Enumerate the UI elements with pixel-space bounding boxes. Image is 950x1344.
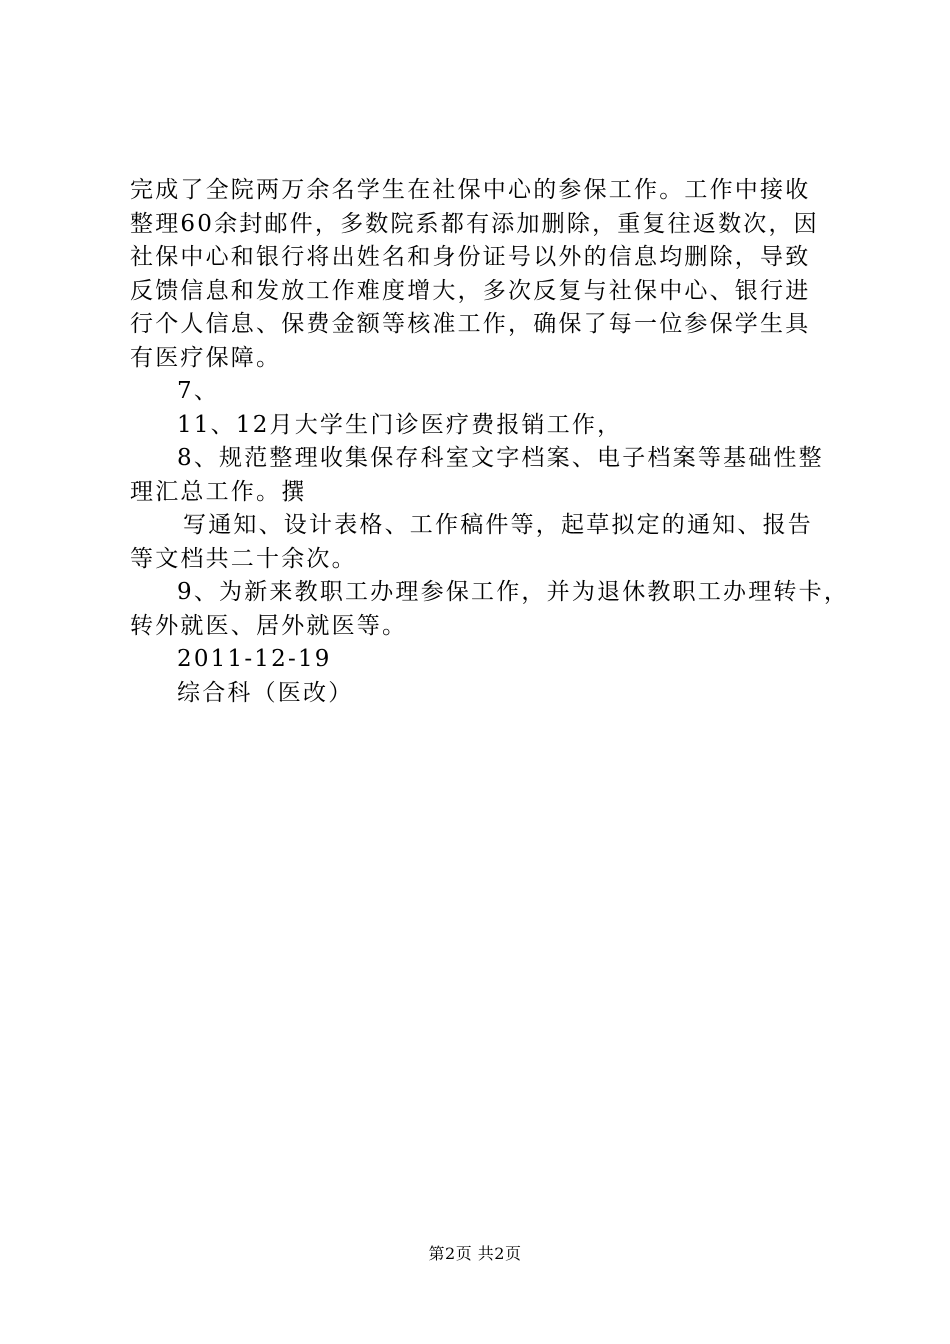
document-body: [130, 174, 850, 710]
paragraph-line: 反馈信息和发放工作难度增大，多次反复与社保中心、银行进: [130, 277, 811, 304]
paragraph-line: 整理60余封邮件，多数院系都有添加删除，重复往返数次，因: [130, 210, 819, 237]
page-footer: 第2页 共2页: [428, 1244, 522, 1263]
item-7-line: 7、: [177, 378, 220, 404]
paragraph-line: 社保中心和银行将出姓名和身份证号以外的信息均删除，导致: [130, 244, 811, 270]
paragraph-line: 写通知、设计表格、工作稿件等，起草拟定的通知、报告: [183, 512, 813, 538]
reimbursement-line: 11、12月大学生门诊医疗费报销工作，: [177, 411, 623, 438]
paragraph-line: 等文档共二十余次。: [130, 545, 357, 572]
item-9-line: 9、为新来教职工办理参保工作，并为退休教职工办理转卡，: [177, 579, 850, 605]
item-8-line: 8、规范整理收集保存科室文字档案、电子档案等基础性整: [177, 445, 824, 471]
paragraph-line: 理汇总工作。撰: [130, 478, 307, 505]
paragraph-line: 有医疗保障。: [130, 344, 282, 371]
department-signature: 综合科（医改）: [177, 679, 354, 706]
paragraph-line: 转外就医、居外就医等。: [130, 612, 408, 639]
document-date: 2011-12-19: [177, 646, 332, 672]
paragraph-line: 行个人信息、保费金额等核准工作，确保了每一位参保学生具: [130, 311, 811, 337]
paragraph-line: 完成了全院两万余名学生在社保中心的参保工作。工作中接收: [130, 177, 811, 203]
